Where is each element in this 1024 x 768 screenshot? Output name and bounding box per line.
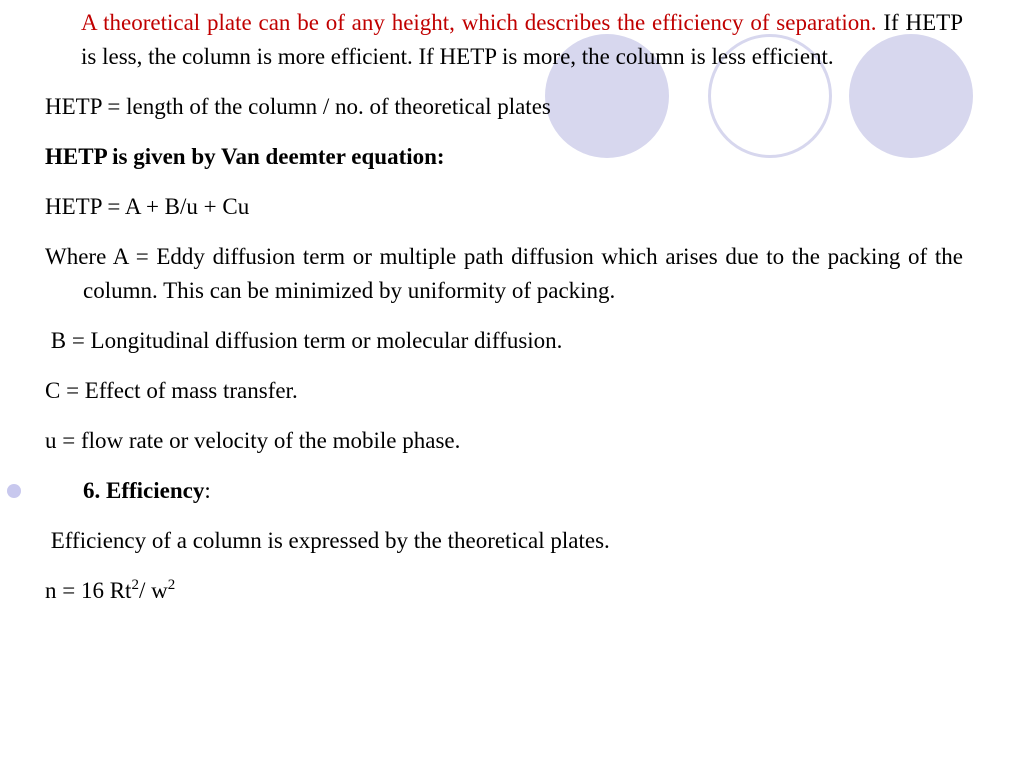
term-b-description: B = Longitudinal diffusion term or molecular diffusion. [45, 328, 563, 353]
term-a-description: Where A = Eddy diffusion term or multiple path diffusion which arises due to the packing of the column. This can be minimized by uniformity of packing. [45, 244, 963, 303]
plate-number-formula [45, 574, 963, 608]
formula-superscript-rt: 2 [131, 577, 139, 593]
formula-middle: / w [138, 578, 168, 603]
slide-body [45, 6, 963, 624]
term-u-description: u = flow rate or velocity of the mobile phase. [45, 428, 461, 453]
efficiency-description: Efficiency of a column is expressed by the theoretical plates. [45, 528, 610, 553]
intro-paragraph [45, 6, 963, 74]
efficiency-colon: : [204, 478, 211, 503]
intro-body-text: If HETP is less, the column is more efficient. If HETP is more, the column is less efficient. [81, 10, 963, 69]
intro-highlight-text: A theoretical plate can be of any height, which describes the efficiency of separation. [81, 10, 877, 35]
efficiency-bullet [45, 474, 963, 508]
term-c-description: C = Effect of mass transfer. [45, 378, 298, 403]
hetp-definition: HETP = length of the column / no. of theoretical plates [45, 94, 551, 119]
bullet-icon [7, 484, 21, 498]
efficiency-heading: 6. Efficiency [83, 478, 205, 503]
van-deemter-equation: HETP = A + B/u + Cu [45, 194, 250, 219]
formula-prefix: n = 16 Rt [45, 578, 132, 603]
van-deemter-heading: HETP is given by Van deemter equation: [45, 144, 445, 169]
formula-superscript-w: 2 [167, 577, 176, 593]
